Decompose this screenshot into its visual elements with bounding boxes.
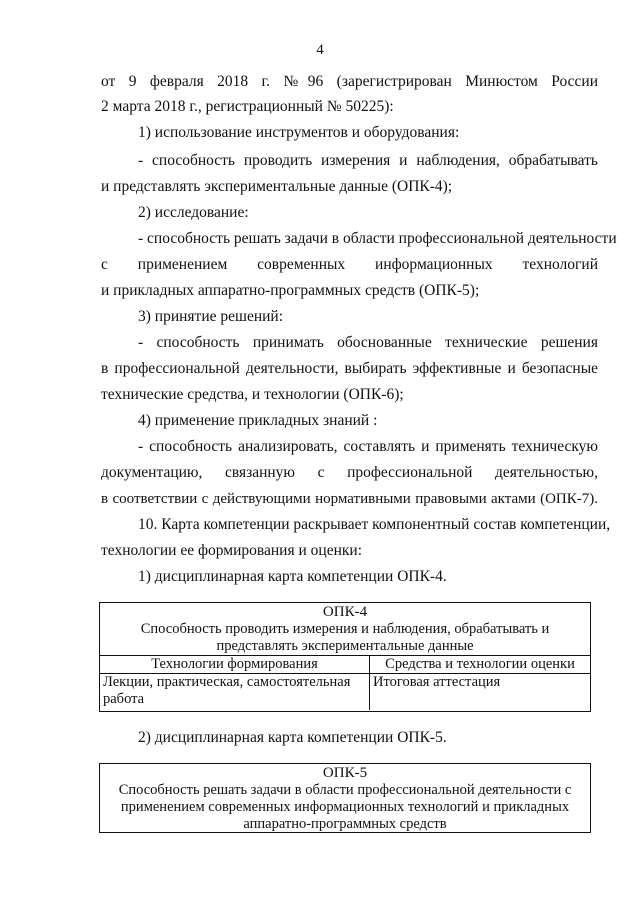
table-cell <box>100 674 370 710</box>
competency-table-opk5 <box>99 763 591 833</box>
list-item-title: 4) применение прикладных знаний : <box>138 412 378 429</box>
paragraph-line: от 9 февраля 2018 г. №96 (зарегистрирован Минюстом России <box>101 73 598 90</box>
paragraph-line: в профессиональной деятельности, выбирать эффективные и безопасные <box>101 360 598 377</box>
paragraph-line: - способность проводить измерения и наблюдения, обрабатывать <box>138 152 598 169</box>
competency-description: Способность решать задачи в области профессиональной деятельности с <box>118 782 572 798</box>
competency-code: ОПК-5 <box>322 765 368 781</box>
table-header <box>100 764 590 833</box>
paragraph-line: технологии ее формирования и оценки: <box>101 542 363 559</box>
column-header-evaluation: Средства и технологии оценки <box>370 656 590 674</box>
list-item-title: 1) использование инструментов и оборудования: <box>138 124 460 141</box>
table-header <box>100 603 590 656</box>
competency-description: аппаратно-программных средств <box>243 816 447 832</box>
table-column-headers <box>100 656 590 674</box>
paragraph-line: с применением современных информационных технологий <box>101 256 598 273</box>
column-header-formation: Технологии формирования <box>100 656 370 674</box>
table-caption: 2) дисциплинарная карта компетенции ОПК-5. <box>138 729 447 746</box>
paragraph-line: технические средства, и технологии (ОПК-6); <box>101 386 404 403</box>
table-caption: 1) дисциплинарная карта компетенции ОПК-4. <box>138 568 447 585</box>
paragraph-line: и прикладных аппаратно-программных средств (ОПК-5); <box>101 282 480 299</box>
cell-text: работа <box>103 691 145 707</box>
paragraph-line: - способность принимать обоснованные технические решения <box>138 334 598 351</box>
competency-description: Способность проводить измерения и наблюдения, обрабатывать и <box>140 621 550 637</box>
page-number: 4 <box>316 42 324 58</box>
competency-code: ОПК-4 <box>322 604 368 620</box>
list-item-title: 3) принятие решений: <box>138 308 284 325</box>
paragraph-line: и представлять экспериментальные данные (ОПК-4); <box>101 178 453 195</box>
paragraph-line: 10. Карта компетенции раскрывает компонентный состав компетенции, <box>138 516 611 533</box>
cell-text: Лекции, практическая, самостоятельная <box>103 674 351 690</box>
table-cell: Итоговая аттестация <box>373 674 501 690</box>
table-row <box>100 674 590 710</box>
paragraph-line: в соответствии с действующими нормативными правовыми актами (ОПК-7). <box>101 491 598 507</box>
competency-description: представлять экспериментальные данные <box>216 638 474 654</box>
competency-table-opk4 <box>99 602 591 712</box>
competency-description: применением современных информационных технологий и прикладных <box>120 799 570 815</box>
paragraph-line: 2 марта 2018 г., регистрационный № 50225): <box>101 98 394 115</box>
list-item-title: 2) исследование: <box>138 204 249 221</box>
paragraph-line: - способность решать задачи в области профессиональной деятельности <box>138 230 617 247</box>
paragraph-line: - способность анализировать, составлять и применять техническую <box>138 438 598 455</box>
paragraph-line: документацию, связанную с профессиональной деятельностью, <box>101 464 598 481</box>
